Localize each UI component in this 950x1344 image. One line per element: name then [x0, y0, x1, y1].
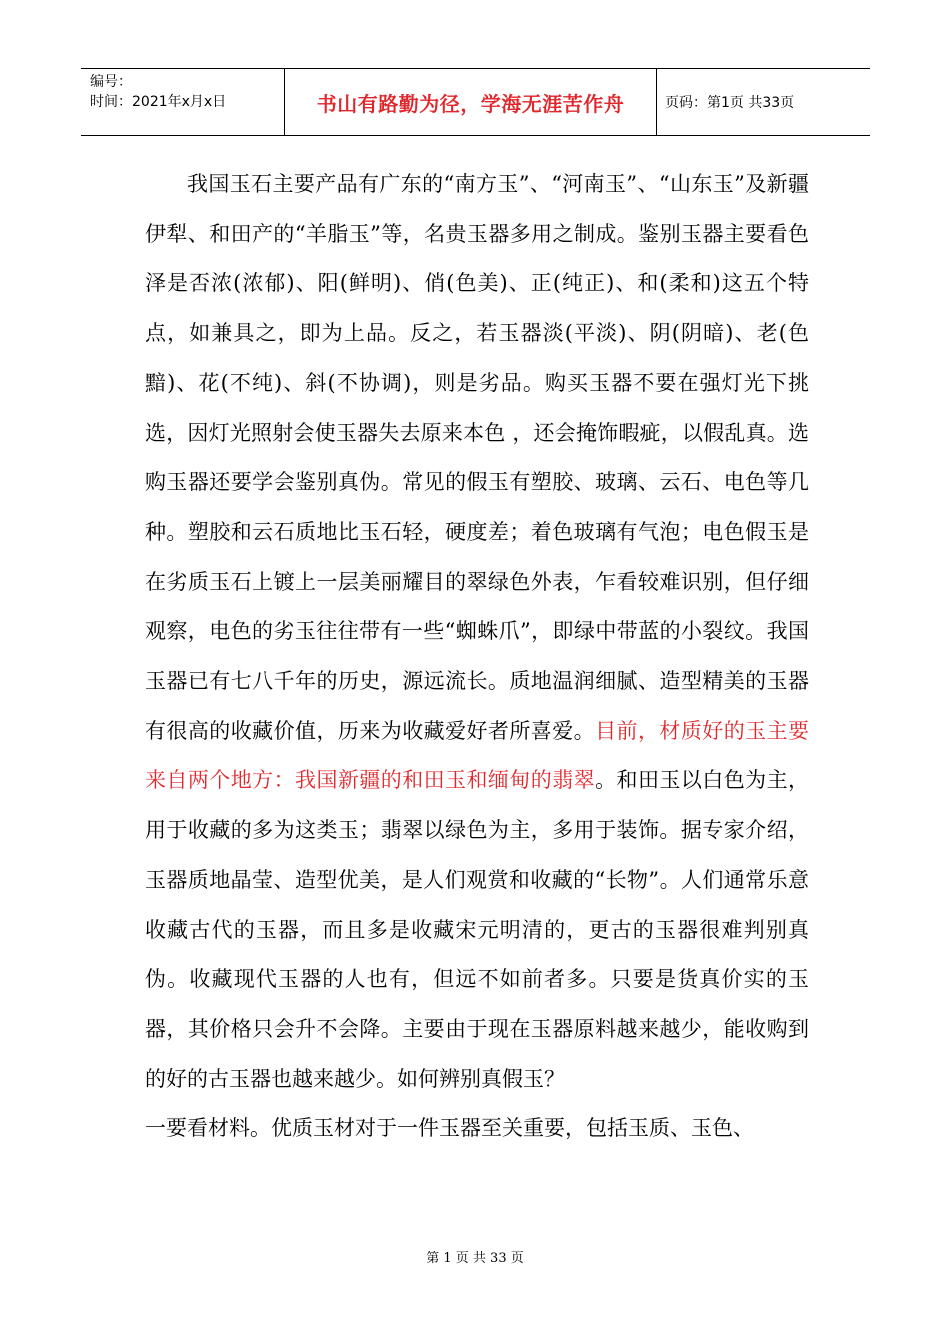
- paragraph-1-text-end: 。和田玉以白色为主，用于收藏的多为这类玉；翡翠以绿色为主，多用于装饰。据专家介绍，玉器质地晶莹、造型优美，是人们观赏和收藏的“长物”。人们通常乐意收藏古代的玉器，而且多是收藏宋元明清的，更古的玉器很难判别真伪。收藏现代玉器的人也有，但远不如前者多。只要是货真价实的玉器，其价格只会升不会降。主要由于现在玉器原料越来越少，能收购到的好的古玉器也越来越少。如何辨别真假玉？: [145, 768, 810, 1091]
- header-table: [81, 68, 870, 136]
- header-meta-cell: [81, 69, 285, 135]
- document-date-label: 时间：2021年x月x日: [90, 94, 227, 110]
- page-footer: 第 1 页 共 33 页: [426, 1251, 524, 1266]
- paragraph-2: 一要看材料。优质玉材对于一件玉器至关重要，包括玉质、玉色、: [145, 1116, 754, 1141]
- header-page-info: 页码：第1页 共33页: [665, 95, 795, 111]
- document-number-label: 编号：: [90, 74, 132, 90]
- paragraph-1-text-start: 我国玉石主要产品有广东的“南方玉”、“河南玉”、“山东玉”及新疆伊犁、和田产的“羊脂玉”等，名贵玉器多用之制成。鉴别玉器主要看色泽是否浓(浓郁)、阳(鲜明)、俏(色美)、正(纯正)、和(柔和)这五个特点，如兼具之，即为上品。反之，若玉器淡(平淡)、阴(阴暗)、老(色黯)、花(不纯)、斜(不协调)，则是劣品。购买玉器不要在强灯光下挑选，因灯光照射会使玉器失去原来本色 ，还会掩饰暇疵，以假乱真。选购玉器还要学会鉴别真伪。常见的假玉有塑胶、玻璃、云石、电色等几种。塑胶和云石质地比玉石轻，硬度差；着色玻璃有气泡；电色假玉是在劣质玉石上镀上一层美丽耀目的翠绿色外表，乍看较难识别，但仔细观察，电色的劣玉往往带有一些“蜘蛛爪”，即绿中带蓝的小裂纹。我国玉器已有七八千年的历史，源远流长。质地温润细腻、造型精美的玉器有很高的收藏价值，历来为收藏爱好者所喜爱。: [145, 172, 809, 743]
- paragraph-1-highlight: 目前，材质好的玉主要来自两个地方：我国新疆的和田玉和缅甸的翡翠: [145, 718, 810, 793]
- document-body: [145, 160, 809, 1154]
- paragraph-1: [145, 160, 809, 1104]
- header-motto: 书山有路勤为径，学海无涯苦作舟: [285, 69, 657, 135]
